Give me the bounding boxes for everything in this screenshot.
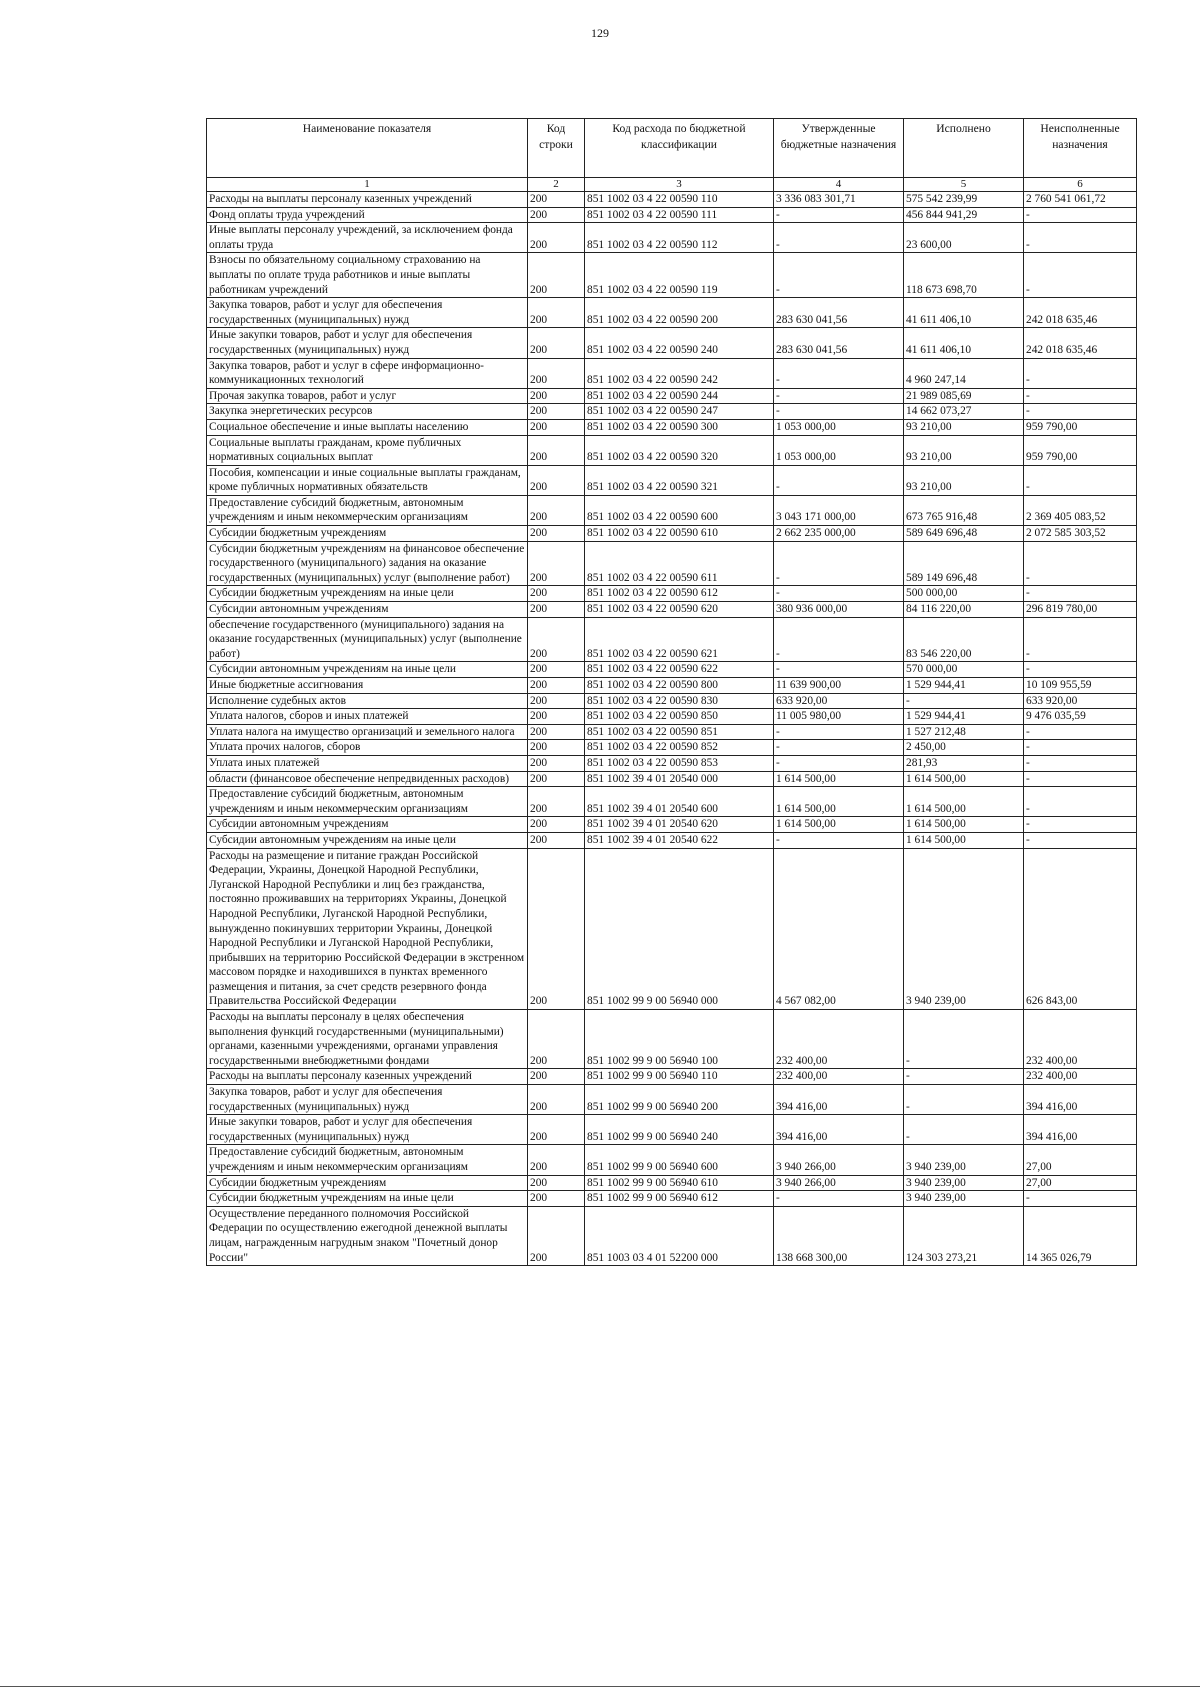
row-executed: 1 614 500,00 <box>904 817 1024 833</box>
row-budget-code: 851 1002 39 4 01 20540 000 <box>585 771 774 787</box>
table-body <box>207 192 1137 1266</box>
row-executed: 21 989 085,69 <box>904 388 1024 404</box>
row-executed: 2 450,00 <box>904 740 1024 756</box>
row-line-code: 200 <box>528 586 585 602</box>
row-budget-code: 851 1002 03 4 22 00590 621 <box>585 617 774 662</box>
row-indicator-name: Расходы на размещение и питание граждан Российской Федерации, Украины, Донецкой Народной Республики, Луганской Народной Республики и лиц без гражданства, постоянно проживавших на территориях Украины, Донецкой Народной Республики, Луганской Народной Республики, вынужденно покинувших территории Украины, Донецкой Народной Республики и Луганской Народной Республики, прибывших на территорию Российской Федерации в экстренном массовом порядке и находившихся в пунктах временного размещения и питания, за счет средств резервного фонда Правительства Российской Федерации <box>207 848 528 1010</box>
table-row <box>207 693 1137 709</box>
column-number: 4 <box>774 178 904 192</box>
row-line-code: 200 <box>528 602 585 618</box>
header-approved: Утвержденные бюджетные назначения <box>774 119 904 178</box>
row-unexecuted: 2 072 585 303,52 <box>1024 526 1137 542</box>
row-indicator-name: Закупка товаров, работ и услуг для обеспечения государственных (муниципальных) нужд <box>207 298 528 328</box>
row-approved: - <box>774 404 904 420</box>
row-approved: - <box>774 617 904 662</box>
row-line-code: 200 <box>528 1175 585 1191</box>
row-budget-code: 851 1003 03 4 01 52200 000 <box>585 1206 774 1265</box>
row-indicator-name: Субсидии автономным учреждениям <box>207 602 528 618</box>
row-line-code: 200 <box>528 755 585 771</box>
row-executed: 1 614 500,00 <box>904 771 1024 787</box>
row-line-code: 200 <box>528 435 585 465</box>
row-unexecuted: - <box>1024 1191 1137 1207</box>
page-bottom-rule <box>0 1686 1200 1687</box>
table-row <box>207 526 1137 542</box>
table-row <box>207 709 1137 725</box>
row-unexecuted: 10 109 955,59 <box>1024 678 1137 694</box>
row-line-code: 200 <box>528 1069 585 1085</box>
row-executed: 3 940 239,00 <box>904 1175 1024 1191</box>
row-line-code: 200 <box>528 465 585 495</box>
table-row <box>207 1191 1137 1207</box>
table-row <box>207 1069 1137 1085</box>
row-line-code: 200 <box>528 223 585 253</box>
row-budget-code: 851 1002 03 4 22 00590 610 <box>585 526 774 542</box>
row-budget-code: 851 1002 03 4 22 00590 600 <box>585 495 774 525</box>
row-indicator-name: Прочая закупка товаров, работ и услуг <box>207 388 528 404</box>
row-budget-code: 851 1002 99 9 00 56940 240 <box>585 1115 774 1145</box>
table-row <box>207 848 1137 1010</box>
row-executed: 1 527 212,48 <box>904 724 1024 740</box>
row-approved: 11 639 900,00 <box>774 678 904 694</box>
row-line-code: 200 <box>528 207 585 223</box>
row-unexecuted: 633 920,00 <box>1024 693 1137 709</box>
row-approved: - <box>774 832 904 848</box>
column-number: 3 <box>585 178 774 192</box>
table-row <box>207 771 1137 787</box>
row-approved: 394 416,00 <box>774 1085 904 1115</box>
table-row <box>207 1145 1137 1175</box>
row-line-code: 200 <box>528 404 585 420</box>
row-budget-code: 851 1002 03 4 22 00590 611 <box>585 541 774 586</box>
row-indicator-name: Расходы на выплаты персоналу казенных учреждений <box>207 192 528 208</box>
row-budget-code: 851 1002 03 4 22 00590 851 <box>585 724 774 740</box>
row-indicator-name: Уплата налогов, сборов и иных платежей <box>207 709 528 725</box>
row-approved: 283 630 041,56 <box>774 328 904 358</box>
row-line-code: 200 <box>528 848 585 1010</box>
row-approved: - <box>774 541 904 586</box>
row-budget-code: 851 1002 03 4 22 00590 853 <box>585 755 774 771</box>
row-executed: 1 614 500,00 <box>904 787 1024 817</box>
row-unexecuted: - <box>1024 541 1137 586</box>
row-budget-code: 851 1002 03 4 22 00590 111 <box>585 207 774 223</box>
column-number: 1 <box>207 178 528 192</box>
row-executed: - <box>904 1085 1024 1115</box>
column-number: 2 <box>528 178 585 192</box>
row-indicator-name: Осуществление переданного полномочия Российской Федерации по осуществлению ежегодной денежной выплаты лицам, награжденным нагрудным знаком "Почетный донор России" <box>207 1206 528 1265</box>
row-line-code: 200 <box>528 298 585 328</box>
row-budget-code: 851 1002 99 9 00 56940 000 <box>585 848 774 1010</box>
table-row <box>207 1175 1137 1191</box>
row-approved: 380 936 000,00 <box>774 602 904 618</box>
table-row <box>207 586 1137 602</box>
row-indicator-name: Субсидии бюджетным учреждениям на иные цели <box>207 1191 528 1207</box>
row-approved: - <box>774 755 904 771</box>
row-line-code: 200 <box>528 771 585 787</box>
row-line-code: 200 <box>528 724 585 740</box>
table-row <box>207 832 1137 848</box>
row-budget-code: 851 1002 03 4 22 00590 830 <box>585 693 774 709</box>
row-executed: - <box>904 1115 1024 1145</box>
header-unexecuted: Неисполненные назначения <box>1024 119 1137 178</box>
header-line-code: Код строки <box>528 119 585 178</box>
row-unexecuted: - <box>1024 358 1137 388</box>
row-indicator-name: Уплата прочих налогов, сборов <box>207 740 528 756</box>
row-approved: - <box>774 1191 904 1207</box>
table-row <box>207 207 1137 223</box>
row-line-code: 200 <box>528 495 585 525</box>
table-row <box>207 755 1137 771</box>
table-row <box>207 662 1137 678</box>
row-line-code: 200 <box>528 526 585 542</box>
row-approved: - <box>774 253 904 298</box>
row-indicator-name: Субсидии автономным учреждениям на иные цели <box>207 662 528 678</box>
table-row <box>207 298 1137 328</box>
row-indicator-name: Расходы на выплаты персоналу казенных учреждений <box>207 1069 528 1085</box>
row-executed: 589 649 696,48 <box>904 526 1024 542</box>
table-row <box>207 678 1137 694</box>
row-approved: - <box>774 465 904 495</box>
row-budget-code: 851 1002 03 4 22 00590 612 <box>585 586 774 602</box>
row-unexecuted: 394 416,00 <box>1024 1115 1137 1145</box>
table-row <box>207 435 1137 465</box>
column-number: 6 <box>1024 178 1137 192</box>
row-indicator-name: Иные бюджетные ассигнования <box>207 678 528 694</box>
row-line-code: 200 <box>528 787 585 817</box>
row-executed: 83 546 220,00 <box>904 617 1024 662</box>
row-line-code: 200 <box>528 817 585 833</box>
row-approved: - <box>774 207 904 223</box>
row-executed: 93 210,00 <box>904 435 1024 465</box>
row-line-code: 200 <box>528 419 585 435</box>
row-indicator-name: Взносы по обязательному социальному страхованию на выплаты по оплате труда работников и иные выплаты работникам учреждений <box>207 253 528 298</box>
row-line-code: 200 <box>528 709 585 725</box>
row-unexecuted: 242 018 635,46 <box>1024 298 1137 328</box>
row-executed: 3 940 239,00 <box>904 1191 1024 1207</box>
row-unexecuted: - <box>1024 223 1137 253</box>
row-unexecuted: - <box>1024 404 1137 420</box>
row-executed: 93 210,00 <box>904 419 1024 435</box>
row-unexecuted: - <box>1024 771 1137 787</box>
row-line-code: 200 <box>528 1085 585 1115</box>
row-budget-code: 851 1002 03 4 22 00590 321 <box>585 465 774 495</box>
table-row <box>207 602 1137 618</box>
row-budget-code: 851 1002 99 9 00 56940 100 <box>585 1010 774 1069</box>
row-budget-code: 851 1002 99 9 00 56940 612 <box>585 1191 774 1207</box>
row-executed: 281,93 <box>904 755 1024 771</box>
row-budget-code: 851 1002 03 4 22 00590 240 <box>585 328 774 358</box>
row-executed: 456 844 941,29 <box>904 207 1024 223</box>
row-approved: 1 614 500,00 <box>774 771 904 787</box>
row-indicator-name: области (финансовое обеспечение непредвиденных расходов) <box>207 771 528 787</box>
row-approved: 232 400,00 <box>774 1010 904 1069</box>
column-number: 5 <box>904 178 1024 192</box>
row-approved: 283 630 041,56 <box>774 298 904 328</box>
row-unexecuted: - <box>1024 617 1137 662</box>
row-unexecuted: - <box>1024 787 1137 817</box>
row-approved: - <box>774 586 904 602</box>
row-executed: 41 611 406,10 <box>904 298 1024 328</box>
budget-execution-table <box>206 118 1137 1266</box>
row-budget-code: 851 1002 03 4 22 00590 110 <box>585 192 774 208</box>
row-line-code: 200 <box>528 253 585 298</box>
row-approved: - <box>774 724 904 740</box>
row-approved: 138 668 300,00 <box>774 1206 904 1265</box>
row-budget-code: 851 1002 03 4 22 00590 620 <box>585 602 774 618</box>
row-line-code: 200 <box>528 662 585 678</box>
table-row <box>207 541 1137 586</box>
row-indicator-name: Уплата иных платежей <box>207 755 528 771</box>
row-approved: - <box>774 223 904 253</box>
row-executed: 3 940 239,00 <box>904 848 1024 1010</box>
row-budget-code: 851 1002 03 4 22 00590 112 <box>585 223 774 253</box>
row-executed: 575 542 239,99 <box>904 192 1024 208</box>
row-approved: 232 400,00 <box>774 1069 904 1085</box>
row-indicator-name: Иные выплаты персоналу учреждений, за исключением фонда оплаты труда <box>207 223 528 253</box>
row-indicator-name: Предоставление субсидий бюджетным, автономным учреждениям и иным некоммерческим организациям <box>207 1145 528 1175</box>
row-indicator-name: Расходы на выплаты персоналу в целях обеспечения выполнения функций государственными (муниципальными) органами, казенными учреждениями, органами управления государственными внебюджетными фондами <box>207 1010 528 1069</box>
row-approved: 633 920,00 <box>774 693 904 709</box>
row-executed: 500 000,00 <box>904 586 1024 602</box>
row-indicator-name: Субсидии бюджетным учреждениям на иные цели <box>207 586 528 602</box>
table-row <box>207 617 1137 662</box>
row-indicator-name: Исполнение судебных актов <box>207 693 528 709</box>
row-unexecuted: - <box>1024 755 1137 771</box>
row-approved: - <box>774 358 904 388</box>
row-budget-code: 851 1002 03 4 22 00590 850 <box>585 709 774 725</box>
row-unexecuted: - <box>1024 740 1137 756</box>
row-indicator-name: Предоставление субсидий бюджетным, автономным учреждениям и иным некоммерческим организациям <box>207 495 528 525</box>
row-budget-code: 851 1002 99 9 00 56940 600 <box>585 1145 774 1175</box>
row-line-code: 200 <box>528 192 585 208</box>
row-executed: 93 210,00 <box>904 465 1024 495</box>
row-indicator-name: Иные закупки товаров, работ и услуг для обеспечения государственных (муниципальных) нужд <box>207 328 528 358</box>
row-unexecuted: 9 476 035,59 <box>1024 709 1137 725</box>
row-budget-code: 851 1002 39 4 01 20540 600 <box>585 787 774 817</box>
row-unexecuted: 27,00 <box>1024 1145 1137 1175</box>
table-row <box>207 253 1137 298</box>
row-approved: - <box>774 662 904 678</box>
row-unexecuted: - <box>1024 832 1137 848</box>
row-executed: - <box>904 1010 1024 1069</box>
header-executed: Исполнено <box>904 119 1024 178</box>
row-indicator-name: Субсидии автономным учреждениям на иные цели <box>207 832 528 848</box>
row-executed: 124 303 273,21 <box>904 1206 1024 1265</box>
row-approved: 1 053 000,00 <box>774 419 904 435</box>
row-budget-code: 851 1002 03 4 22 00590 622 <box>585 662 774 678</box>
row-unexecuted: - <box>1024 586 1137 602</box>
row-executed: - <box>904 1069 1024 1085</box>
header-indicator-name: Наименование показателя <box>207 119 528 178</box>
row-indicator-name: Субсидии бюджетным учреждениям <box>207 1175 528 1191</box>
row-executed: - <box>904 693 1024 709</box>
table-row <box>207 192 1137 208</box>
row-indicator-name: Субсидии автономным учреждениям <box>207 817 528 833</box>
row-indicator-name: Уплата налога на имущество организаций и земельного налога <box>207 724 528 740</box>
row-indicator-name: Иные закупки товаров, работ и услуг для обеспечения государственных (муниципальных) нужд <box>207 1115 528 1145</box>
row-approved: 4 567 082,00 <box>774 848 904 1010</box>
row-unexecuted: 959 790,00 <box>1024 419 1137 435</box>
row-line-code: 200 <box>528 388 585 404</box>
row-line-code: 200 <box>528 358 585 388</box>
row-budget-code: 851 1002 03 4 22 00590 247 <box>585 404 774 420</box>
row-budget-code: 851 1002 03 4 22 00590 320 <box>585 435 774 465</box>
row-budget-code: 851 1002 99 9 00 56940 110 <box>585 1069 774 1085</box>
column-number-row <box>207 178 1137 192</box>
row-unexecuted: 296 819 780,00 <box>1024 602 1137 618</box>
row-indicator-name: Фонд оплаты труда учреждений <box>207 207 528 223</box>
table-row <box>207 1010 1137 1069</box>
row-line-code: 200 <box>528 740 585 756</box>
table-row <box>207 787 1137 817</box>
row-indicator-name: Предоставление субсидий бюджетным, автономным учреждениям и иным некоммерческим организациям <box>207 787 528 817</box>
row-line-code: 200 <box>528 1010 585 1069</box>
row-unexecuted: 2 760 541 061,72 <box>1024 192 1137 208</box>
row-approved: - <box>774 388 904 404</box>
row-indicator-name: Социальное обеспечение и иные выплаты населению <box>207 419 528 435</box>
row-approved: 2 662 235 000,00 <box>774 526 904 542</box>
row-line-code: 200 <box>528 1206 585 1265</box>
row-budget-code: 851 1002 39 4 01 20540 620 <box>585 817 774 833</box>
table-row <box>207 404 1137 420</box>
row-indicator-name: Закупка энергетических ресурсов <box>207 404 528 420</box>
row-approved: - <box>774 740 904 756</box>
row-executed: 41 611 406,10 <box>904 328 1024 358</box>
row-budget-code: 851 1002 03 4 22 00590 800 <box>585 678 774 694</box>
row-unexecuted: 626 843,00 <box>1024 848 1137 1010</box>
row-executed: 589 149 696,48 <box>904 541 1024 586</box>
table-row <box>207 388 1137 404</box>
row-executed: 4 960 247,14 <box>904 358 1024 388</box>
row-indicator-name: Закупка товаров, работ и услуг для обеспечения государственных (муниципальных) нужд <box>207 1085 528 1115</box>
row-budget-code: 851 1002 03 4 22 00590 242 <box>585 358 774 388</box>
row-approved: 3 940 266,00 <box>774 1175 904 1191</box>
row-unexecuted: - <box>1024 817 1137 833</box>
row-executed: 23 600,00 <box>904 223 1024 253</box>
row-executed: 570 000,00 <box>904 662 1024 678</box>
row-budget-code: 851 1002 03 4 22 00590 300 <box>585 419 774 435</box>
row-executed: 84 116 220,00 <box>904 602 1024 618</box>
table-row <box>207 328 1137 358</box>
row-line-code: 200 <box>528 617 585 662</box>
row-line-code: 200 <box>528 1115 585 1145</box>
row-indicator-name: Субсидии бюджетным учреждениям на финансовое обеспечение государственного (муниципального) задания на оказание государственных (муниципальных) услуг (выполнение работ) <box>207 541 528 586</box>
row-executed: 673 765 916,48 <box>904 495 1024 525</box>
row-indicator-name: Социальные выплаты гражданам, кроме публичных нормативных социальных выплат <box>207 435 528 465</box>
table-row <box>207 1115 1137 1145</box>
row-executed: 1 614 500,00 <box>904 832 1024 848</box>
row-executed: 3 940 239,00 <box>904 1145 1024 1175</box>
row-unexecuted: - <box>1024 724 1137 740</box>
row-budget-code: 851 1002 03 4 22 00590 244 <box>585 388 774 404</box>
row-executed: 1 529 944,41 <box>904 709 1024 725</box>
table-row <box>207 1206 1137 1265</box>
row-approved: 1 614 500,00 <box>774 787 904 817</box>
table-row <box>207 465 1137 495</box>
table-row <box>207 223 1137 253</box>
header-budget-code: Код расхода по бюджетной классификации <box>585 119 774 178</box>
row-executed: 1 529 944,41 <box>904 678 1024 694</box>
page-number: 129 <box>591 26 609 40</box>
table-row <box>207 495 1137 525</box>
row-unexecuted: 27,00 <box>1024 1175 1137 1191</box>
row-line-code: 200 <box>528 1145 585 1175</box>
row-unexecuted: 394 416,00 <box>1024 1085 1137 1115</box>
row-budget-code: 851 1002 03 4 22 00590 119 <box>585 253 774 298</box>
row-budget-code: 851 1002 03 4 22 00590 852 <box>585 740 774 756</box>
row-unexecuted: 14 365 026,79 <box>1024 1206 1137 1265</box>
row-unexecuted: 232 400,00 <box>1024 1069 1137 1085</box>
row-approved: 1 614 500,00 <box>774 817 904 833</box>
row-unexecuted: 959 790,00 <box>1024 435 1137 465</box>
row-line-code: 200 <box>528 328 585 358</box>
row-executed: 14 662 073,27 <box>904 404 1024 420</box>
row-unexecuted: - <box>1024 465 1137 495</box>
row-indicator-name: Пособия, компенсации и иные социальные выплаты гражданам, кроме публичных нормативных обязательств <box>207 465 528 495</box>
table-row <box>207 817 1137 833</box>
row-unexecuted: - <box>1024 207 1137 223</box>
row-line-code: 200 <box>528 678 585 694</box>
row-approved: 3 336 083 301,71 <box>774 192 904 208</box>
row-approved: 394 416,00 <box>774 1115 904 1145</box>
row-indicator-name: обеспечение государственного (муниципального) задания на оказание государственных (муниципальных) услуг (выполнение работ) <box>207 617 528 662</box>
row-unexecuted: 232 400,00 <box>1024 1010 1137 1069</box>
row-unexecuted: 242 018 635,46 <box>1024 328 1137 358</box>
row-line-code: 200 <box>528 832 585 848</box>
row-unexecuted: - <box>1024 388 1137 404</box>
row-approved: 11 005 980,00 <box>774 709 904 725</box>
row-line-code: 200 <box>528 693 585 709</box>
table-row <box>207 358 1137 388</box>
row-line-code: 200 <box>528 541 585 586</box>
row-budget-code: 851 1002 03 4 22 00590 200 <box>585 298 774 328</box>
table-row <box>207 740 1137 756</box>
table-header-row <box>207 119 1137 178</box>
row-line-code: 200 <box>528 1191 585 1207</box>
row-budget-code: 851 1002 39 4 01 20540 622 <box>585 832 774 848</box>
row-budget-code: 851 1002 99 9 00 56940 200 <box>585 1085 774 1115</box>
table-row <box>207 724 1137 740</box>
row-approved: 3 940 266,00 <box>774 1145 904 1175</box>
row-indicator-name: Закупка товаров, работ и услуг в сфере информационно-коммуникационных технологий <box>207 358 528 388</box>
row-budget-code: 851 1002 99 9 00 56940 610 <box>585 1175 774 1191</box>
table-row <box>207 419 1137 435</box>
row-unexecuted: - <box>1024 662 1137 678</box>
row-indicator-name: Субсидии бюджетным учреждениям <box>207 526 528 542</box>
row-unexecuted: - <box>1024 253 1137 298</box>
row-approved: 1 053 000,00 <box>774 435 904 465</box>
row-unexecuted: 2 369 405 083,52 <box>1024 495 1137 525</box>
row-approved: 3 043 171 000,00 <box>774 495 904 525</box>
table-row <box>207 1085 1137 1115</box>
row-executed: 118 673 698,70 <box>904 253 1024 298</box>
